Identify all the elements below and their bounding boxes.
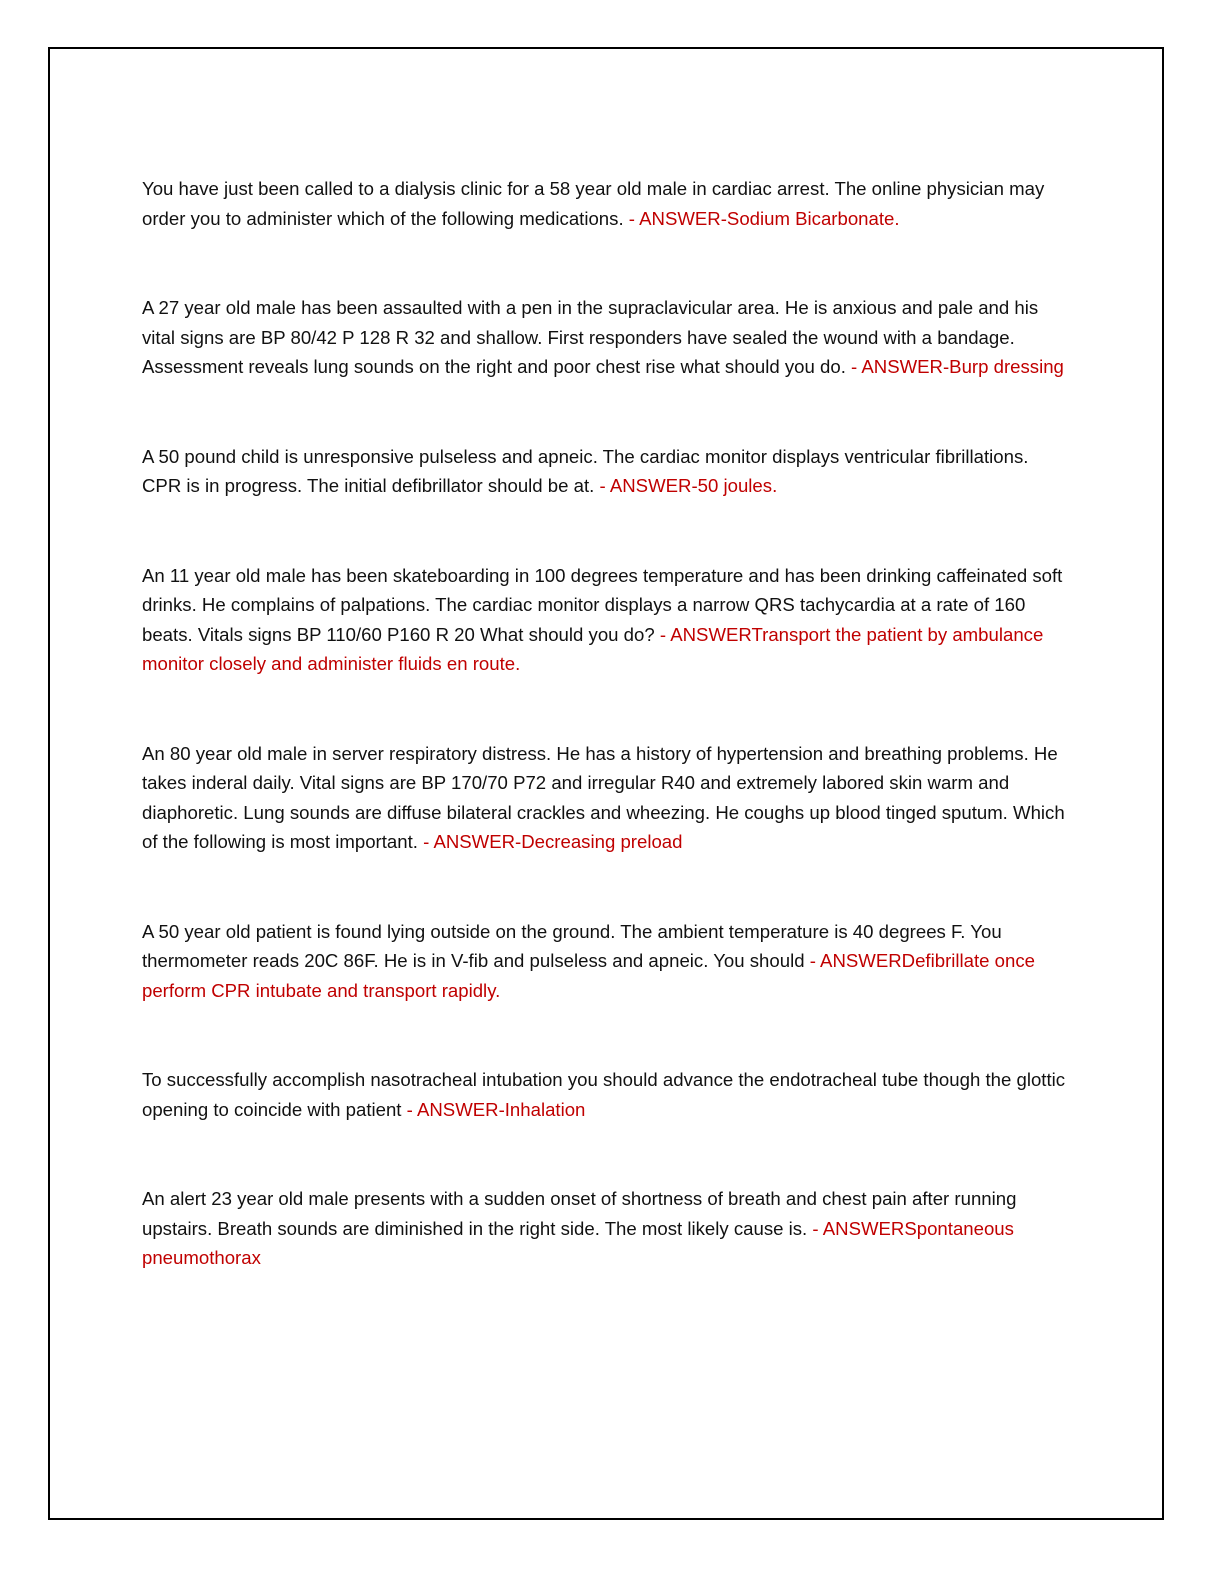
answer-text: - ANSWER-Sodium Bicarbonate. bbox=[628, 207, 900, 229]
qa-item-3 bbox=[142, 442, 1072, 501]
answer-text: - ANSWER-Inhalation bbox=[406, 1098, 586, 1120]
question-text: A 50 pound child is unresponsive pulseless and apneic. The cardiac monitor displays ventricular fibrillations. CPR is in progress. The initial defibrillator should be at. bbox=[142, 445, 1029, 496]
question-text: A 27 year old male has been assaulted with a pen in the supraclavicular area. He is anxious and pale and his vital signs are BP 80/42 P 128 R 32 and shallow. First responders have sealed the wound with a bandage. Assessment reveals lung sounds on the right and poor chest rise what should you do. bbox=[142, 297, 1039, 377]
question-text: An 80 year old male in server respiratory distress. He has a history of hypertension and breathing problems. He takes inderal daily. Vital signs are BP 170/70 P72 and irregular R40 and extremely labored skin warm and diaphoretic. Lung sounds are diffuse bilateral crackles and wheezing. He coughs up blood tinged sputum. Which of the following is most important. bbox=[142, 742, 1065, 852]
question-text: To successfully accomplish nasotracheal intubation you should advance the endotracheal tube though the glottic opening to coincide with patient bbox=[142, 1069, 1066, 1120]
question-text: You have just been called to a dialysis clinic for a 58 year old male in cardiac arrest. The online physician may order you to administer which of the following medications. bbox=[142, 178, 1045, 229]
question-text: An 11 year old male has been skateboarding in 100 degrees temperature and has been drinking caffeinated soft drinks. He complains of palpations. The cardiac monitor displays a narrow QRS tachycardia at a rate of 160 beats. Vitals signs BP 110/60 P160 R 20 What should you do? bbox=[142, 564, 1063, 645]
answer-text: - ANSWERDefibrillate once perform CPR intubate and transport rapidly. bbox=[142, 950, 1035, 1001]
question-text: An alert 23 year old male presents with a sudden onset of shortness of breath and chest pain after running upstairs. Breath sounds are diminished in the right side. The most likely cause is. bbox=[142, 1188, 1017, 1239]
answer-text: - ANSWER-50 joules. bbox=[599, 475, 778, 496]
qa-item-8 bbox=[142, 1184, 1072, 1273]
qa-item-7 bbox=[142, 1065, 1072, 1124]
qa-item-4 bbox=[142, 561, 1072, 679]
answer-text: - ANSWERSpontaneous pneumothorax bbox=[142, 1217, 1014, 1268]
answer-text: - ANSWER-Decreasing preload bbox=[423, 831, 683, 852]
qa-item-5 bbox=[142, 739, 1072, 857]
qa-list bbox=[142, 174, 1072, 1333]
answer-text: - ANSWER-Burp dressing bbox=[851, 356, 1064, 377]
question-text: A 50 year old patient is found lying outside on the ground. The ambient temperature is 40 degrees F. You thermometer reads 20C 86F. He is in V-fib and pulseless and apneic. You should bbox=[142, 920, 1002, 971]
answer-text: - ANSWERTransport the patient by ambulance monitor closely and administer fluids en route. bbox=[142, 623, 1044, 674]
qa-item-1 bbox=[142, 174, 1072, 233]
qa-item-2 bbox=[142, 293, 1072, 382]
qa-item-6 bbox=[142, 917, 1072, 1006]
